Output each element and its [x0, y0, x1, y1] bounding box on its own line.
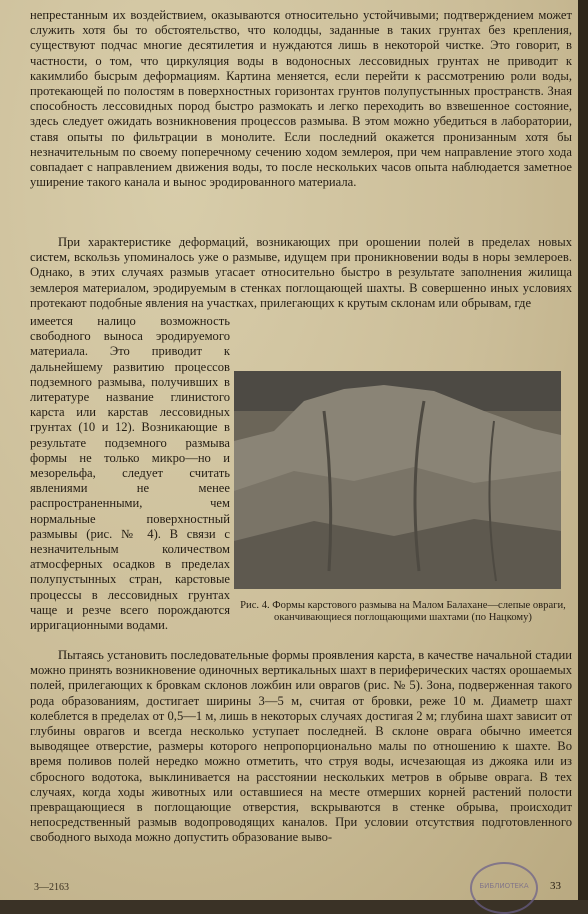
karst-landscape-photo [234, 371, 561, 589]
middle-paragraph: При характеристике деформаций, возникающих при орошении полей в пределах новых систем, вскользь упоминалось уже о размыве, идущем при проникновении воды в норы землероев. Однако, в этих случаях размыв угасает относительно быстро в результате заполнения жилища землероя материалом, эродируемым в стенках поглощающей шахты. В совершенно иных условиях протекают подобные явления на участках, прилегающих к крутым склонам или обрывам, где [30, 235, 572, 310]
page-number: 33 [550, 880, 561, 892]
library-stamp: БИБЛИОТЕКА [470, 862, 538, 914]
top-paragraph: непрестанным их воздействием, оказываются относительно устойчивыми; подтверждением может служить хотя бы то обстоятельство, что колодцы, заданные в таких грунтах без крепления, существуют подчас многие десятилетия и нуждаются лишь в некоторой чистке. Это говорит, в частности, о том, что циркуляция воды в водоносных лессовидных грунтах не приводит к какимлибо бысрым деформациям. Картина меняется, если перейти к рассмотрению роли воды, протекающей по полостям в поверхностных горизонтах грунтов полупустынных пространств. Зная способность лессовидных пород быстро размокать и легко переходить во взвешенное состояние, здесь следует ожидать возникновения процессов размыва. В этом можно убедиться в лаборатории, ставя опыты по фильтрации в монолите. Если последний окажется пронизанным хотя бы незначительным по своему поперечному сечению ходом землероя, при чем направление этого хода совпадает с направлением движения воды, то после нескольких часов опыта наблюдается заметное уширение такого канала и вынос эродированного материала. [30, 8, 572, 190]
print-mark: 3—2163 [34, 882, 69, 893]
bottom-paragraph: Пытаясь установить последовательные формы проявления карста, в качестве начальной стадии можно принять возникновение одиночных вертикальных шахт в периферических частях орошаемых полей, прилегающих к бровкам склонов ложбин или оврагов (рис. № 5). Зона, подверженная такого рода образованиям, достигает ширины 3—5 м, считая от бровки, реже 10 м. Диаметр шахт колеблется в пределах от 0,5—1 м, лишь в некоторых случаях достигая 2 м; глубина шахт зависит от глубины оврагов и всегда несколько уступает последней. В склоне оврага обычно имеется выводящее отверстие, размеры которого непропорционально малы по отношению к шахте. Во время поливов полей нередко можно отметить, что струя воды, исчезающая из джояка или из сбросного водотока, выклинивается на расстоянии нескольких метров в обрыве оврага. В тех случаях, когда ходы животных или оставшиеся на месте отмерших корней растений полости превращающиеся в поглощающие отверстия, вскрываются в стенке обрыва, происходит непосредственный размыв водопроводящих каналов. При условии отсутствия подготовленного свободного выхода можно допустить образование выво- [30, 648, 572, 845]
left-column-text: имеется налицо возможность свободного выноса эродируемого материала. Это приводит к дальнейшему развитию процессов подземного размыва, получивших в литературе название глинистого карста или карстав лессовидных грунтах (10 и 12). Возникающие в результате подземного размыва формы не только микро—но и мезорельфа, следует считать явлениями не менее распространенными, чем нормальные поверхностный размывы (рис. № 4). В связи с незначительным количеством атмосферных осадков в пределах полупустынных стран, карстовые процессы в лессовидных грунтах чаще и резче всего порождаются ирригационными водами. [30, 314, 230, 633]
page-edge-shadow [578, 0, 588, 900]
figure-caption: Рис. 4. Формы карстового размыва на Малом Балахане—слепые овраги, оканчивающиеся поглощающими шахтами (по Нацкому) [240, 600, 566, 624]
figure-photo [234, 371, 561, 589]
